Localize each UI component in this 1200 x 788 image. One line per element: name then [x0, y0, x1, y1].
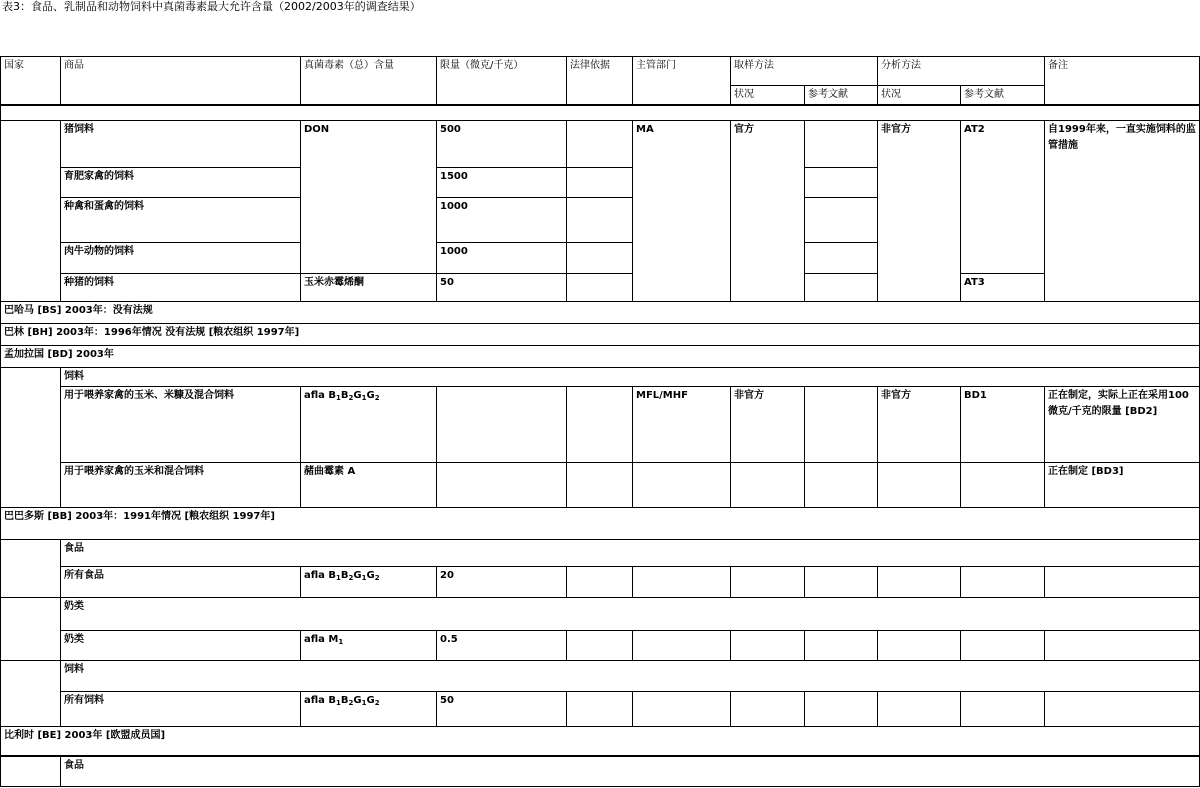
mycotoxin-cell: afla $B_1B_2G_1G_2$	[301, 566, 437, 597]
commodity-cell: 所有饲料	[61, 691, 301, 726]
authority-cell: MA	[633, 120, 731, 301]
sampling-status-cell: 官方	[731, 120, 805, 301]
analysis-reference-cell: AT2	[961, 120, 1045, 273]
authority-cell: MFL/MHF	[633, 386, 731, 462]
legal-basis-cell	[567, 566, 633, 597]
analysis-reference-cell	[961, 691, 1045, 726]
analysis-reference-cell	[961, 630, 1045, 660]
group-label: 奶类	[61, 597, 1200, 630]
limit-cell: 50	[437, 273, 567, 301]
header-limit: 限量（微克/千克）	[437, 57, 567, 106]
remarks-cell	[1045, 630, 1200, 660]
authority-cell	[633, 630, 731, 660]
legal-basis-cell	[567, 273, 633, 301]
commodity-cell: 种禽和蛋禽的饲料	[61, 197, 301, 242]
header-analysis-status: 状况	[878, 86, 961, 106]
toxin-prefix: afla M	[304, 633, 339, 645]
header-country: 国家	[1, 57, 61, 106]
mycotoxin-cell: afla $M_1$	[301, 630, 437, 660]
country-section-belgium: 比利时 [BE] 2003年 [欧盟成员国]	[1, 726, 1200, 756]
group-label: 饲料	[61, 660, 1200, 691]
commodity-cell: 猪饲料	[61, 120, 301, 167]
sampling-reference-cell	[805, 167, 878, 197]
limit-cell: 500	[437, 120, 567, 167]
legal-basis-cell	[567, 120, 633, 167]
header-commodity: 商品	[61, 57, 301, 106]
toxin-prefix: afla B	[304, 389, 337, 401]
header-analysis-reference: 参考文献	[961, 86, 1045, 106]
header-sampling-reference: 参考文献	[805, 86, 878, 106]
sampling-reference-cell	[805, 242, 878, 273]
authority-cell	[633, 691, 731, 726]
header-analysis: 分析方法	[878, 57, 1045, 86]
sampling-reference-cell	[805, 386, 878, 462]
sampling-reference-cell	[805, 630, 878, 660]
remarks-cell	[1045, 566, 1200, 597]
sampling-status-cell	[731, 630, 805, 660]
header-remarks: 备注	[1045, 57, 1200, 106]
toxin-prefix: afla B	[304, 694, 337, 706]
sampling-status-cell	[731, 566, 805, 597]
header-authority: 主管部门	[633, 57, 731, 106]
country-section-bahamas: 巴哈马 [BS] 2003年：没有法规	[1, 301, 1200, 323]
legal-basis-cell	[567, 630, 633, 660]
country-cell-empty	[1, 660, 61, 726]
limit-cell: 1000	[437, 242, 567, 273]
country-section-bahrain: 巴林 [BH] 2003年：1996年情况 没有法规 [粮农组织 1997年]	[1, 323, 1200, 345]
legal-basis-cell	[567, 691, 633, 726]
mycotoxin-cell: 赭曲霉素 A	[301, 462, 437, 507]
sampling-reference-cell	[805, 566, 878, 597]
commodity-cell: 种猪的饲料	[61, 273, 301, 301]
authority-cell	[633, 462, 731, 507]
mycotoxin-cell: DON	[301, 120, 437, 273]
analysis-status-cell	[878, 691, 961, 726]
mycotoxin-cell: afla $B_1B_2G_1G_2$	[301, 386, 437, 462]
country-cell-empty	[1, 120, 61, 301]
commodity-cell: 肉牛动物的饲料	[61, 242, 301, 273]
analysis-status-cell	[878, 630, 961, 660]
toxin-prefix: afla B	[304, 569, 337, 581]
spacer-row	[1, 105, 1200, 120]
group-label: 食品	[61, 756, 1200, 786]
authority-cell	[633, 566, 731, 597]
country-section-barbados: 巴巴多斯 [BB] 2003年：1991年情况 [粮农组织 1997年]	[1, 507, 1200, 539]
analysis-status-cell	[878, 462, 961, 507]
header-legal-basis: 法律依据	[567, 57, 633, 106]
sampling-reference-cell	[805, 120, 878, 167]
limit-cell	[437, 462, 567, 507]
commodity-cell: 用于喂养家禽的玉米和混合饲料	[61, 462, 301, 507]
sampling-reference-cell	[805, 691, 878, 726]
mycotoxin-cell: 玉米赤霉烯酮	[301, 273, 437, 301]
limit-cell: 1000	[437, 197, 567, 242]
remarks-cell	[1045, 691, 1200, 726]
sampling-status-cell	[731, 462, 805, 507]
analysis-status-cell: 非官方	[878, 386, 961, 462]
commodity-cell: 所有食品	[61, 566, 301, 597]
country-cell-empty	[1, 367, 61, 507]
country-section-bangladesh: 孟加拉国 [BD] 2003年	[1, 345, 1200, 367]
sampling-reference-cell	[805, 197, 878, 242]
sampling-status-cell: 非官方	[731, 386, 805, 462]
group-label: 食品	[61, 539, 1200, 566]
group-label: 饲料	[61, 367, 1200, 386]
legal-basis-cell	[567, 167, 633, 197]
limit-cell: 20	[437, 566, 567, 597]
commodity-cell: 用于喂养家禽的玉米、米糠及混合饲料	[61, 386, 301, 462]
header-mycotoxin: 真菌毒素（总）含量	[301, 57, 437, 106]
analysis-reference-cell	[961, 462, 1045, 507]
sampling-reference-cell	[805, 462, 878, 507]
legal-basis-cell	[567, 462, 633, 507]
limit-cell	[437, 386, 567, 462]
analysis-reference-cell	[961, 566, 1045, 597]
mycotoxin-cell: afla $B_1B_2G_1G_2$	[301, 691, 437, 726]
header-sampling-status: 状况	[731, 86, 805, 106]
country-cell-empty	[1, 756, 61, 786]
analysis-reference-cell: BD1	[961, 386, 1045, 462]
mycotoxin-table	[0, 56, 1200, 787]
sampling-reference-cell	[805, 273, 878, 301]
sampling-status-cell	[731, 691, 805, 726]
analysis-reference-cell: AT3	[961, 273, 1045, 301]
limit-cell: 0.5	[437, 630, 567, 660]
remarks-cell: 正在制定 [BD3]	[1045, 462, 1200, 507]
limit-cell: 50	[437, 691, 567, 726]
analysis-status-cell: 非官方	[878, 120, 961, 301]
legal-basis-cell	[567, 242, 633, 273]
limit-cell: 1500	[437, 167, 567, 197]
country-cell-empty	[1, 539, 61, 597]
remarks-cell: 正在制定，实际上正在采用100微克/千克的限量 [BD2]	[1045, 386, 1200, 462]
analysis-status-cell	[878, 566, 961, 597]
header-sampling: 取样方法	[731, 57, 878, 86]
commodity-cell: 育肥家禽的饲料	[61, 167, 301, 197]
remarks-cell: 自1999年来，一直实施饲料的监管措施	[1045, 120, 1200, 301]
commodity-cell: 奶类	[61, 630, 301, 660]
table-caption: 表3：食品、乳制品和动物饲料中真菌毒素最大允许含量（2002/2003年的调查结果）	[2, 0, 421, 13]
country-cell-empty	[1, 597, 61, 660]
legal-basis-cell	[567, 386, 633, 462]
legal-basis-cell	[567, 197, 633, 242]
